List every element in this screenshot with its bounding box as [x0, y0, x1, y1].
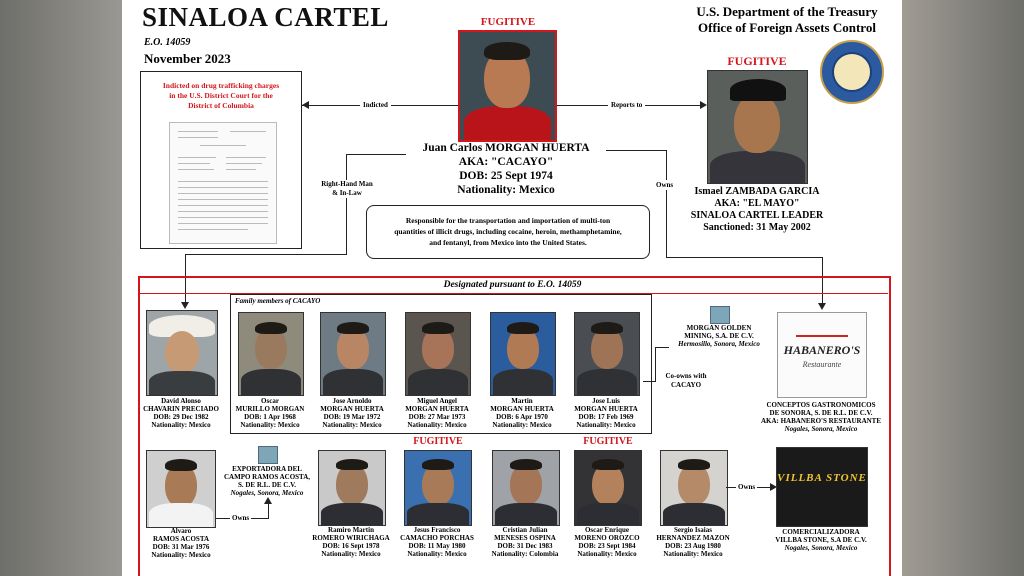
david-dob: DOB: 29 Dec 1982 — [153, 413, 209, 421]
family-member-nat: Nationality: Mexico — [240, 421, 300, 429]
designated-person-nat: Nationality: Mexico — [321, 550, 381, 558]
family-member-details — [561, 397, 651, 429]
david-first: David Alonso — [161, 397, 201, 405]
arrow-left-icon — [302, 101, 309, 109]
designated-person-dob: DOB: 23 Aug 1980 — [665, 542, 721, 550]
indictment-line3: District of Columbia — [188, 101, 254, 110]
designated-person-first: Sergio Isaias — [674, 526, 712, 534]
morgan-golden-details — [669, 324, 769, 348]
alvaro-last: RAMOS ACOSTA — [152, 535, 210, 543]
designated-person-last: HERNANDEZ MAZON — [656, 534, 730, 542]
right-hand-label — [312, 180, 382, 198]
agency-block — [682, 4, 892, 36]
fugitive-badge-main: FUGITIVE — [480, 16, 536, 28]
co-owns-line1: Co-owns with — [665, 372, 707, 380]
main-target-nationality: Nationality: Mexico — [457, 184, 555, 196]
fugitive-badge: FUGITIVE — [413, 436, 463, 447]
family-member-details — [392, 397, 482, 429]
treasury-seal-icon — [820, 40, 884, 104]
habaneros-logo — [777, 312, 867, 398]
david-last: CHAVARIN PRECIADO — [143, 405, 219, 413]
designated-person-nat: Nationality: Mexico — [407, 550, 467, 558]
designated-person-last: MENESES OSPINA — [494, 534, 556, 542]
designated-person-first: Jesus Francisco — [413, 526, 461, 534]
family-member-last: MORGAN HUERTA — [574, 405, 638, 413]
conceptos-line4: Nogales, Sonora, Mexico — [784, 425, 858, 433]
alvaro-photo — [146, 450, 216, 528]
family-member-dob: DOB: 19 Mar 1972 — [323, 413, 381, 421]
conceptos-details — [746, 401, 896, 433]
main-target-photo — [458, 30, 557, 142]
background-right — [902, 0, 1024, 576]
fugitive-badge-leader: FUGITIVE — [727, 54, 787, 68]
exportadora-line2: CAMPO RAMOS ACOSTA, — [223, 473, 310, 481]
alvaro-first: Alvaro — [170, 527, 192, 535]
designated-person-dob: DOB: 31 Dec 1983 — [497, 542, 553, 550]
arrow-up-icon — [264, 497, 272, 504]
seal-shield-icon — [832, 52, 872, 92]
designated-person-details — [306, 526, 396, 558]
co-owns-line2: CACAYO — [670, 381, 702, 389]
indictment-line1: Indicted on drug trafficking charges — [162, 81, 280, 90]
indictment-document-icon — [169, 122, 277, 244]
morgan-golden-line1: MORGAN GOLDEN — [686, 324, 752, 332]
designated-person-photo — [574, 450, 642, 526]
designated-person-details — [648, 526, 738, 558]
designated-title: Designated pursuant to E.O. 14059 — [443, 280, 582, 290]
agency-line1: U.S. Department of the Treasury — [696, 4, 878, 19]
right-hand-connector-h2 — [185, 254, 347, 255]
conceptos-line2: DE SONORA, S. DE R.L. DE C.V. — [769, 409, 873, 417]
designated-person-photo — [492, 450, 560, 526]
owns-connector-v1 — [666, 150, 667, 258]
owns-connector-h2 — [666, 257, 822, 258]
designated-person-last: MORENO OROZCO — [574, 534, 640, 542]
family-member-photo — [238, 312, 304, 396]
responsibility-box — [366, 205, 650, 259]
family-member-dob: DOB: 6 Apr 1970 — [496, 413, 548, 421]
designated-person-details — [392, 526, 482, 558]
publication-date: November 2023 — [144, 51, 231, 66]
background-left — [0, 0, 122, 576]
family-member-nat: Nationality: Mexico — [492, 421, 552, 429]
family-member-first: Oscar — [261, 397, 279, 405]
owns-label-top: Owns — [656, 181, 674, 189]
morgan-golden-line3: Hermosillo, Sonora, Mexico — [678, 340, 760, 348]
conceptos-line3: AKA: HABANERO'S RESTAURANTE — [760, 417, 882, 425]
villba-logo — [776, 447, 868, 527]
page-title: SINALOA CARTEL — [142, 2, 389, 32]
leader-name: Ismael ZAMBADA GARCIA — [694, 186, 820, 197]
villba-line3: Nogales, Sonora, Mexico — [784, 544, 858, 552]
main-target-name: Juan Carlos MORGAN HUERTA — [422, 142, 590, 154]
family-member-last: MORGAN HUERTA — [405, 405, 469, 413]
agency-line2: Office of Foreign Assets Control — [698, 20, 876, 35]
right-hand-label-line2: & In-Law — [332, 189, 362, 197]
leader-sanctioned: Sanctioned: 31 May 2002 — [703, 222, 811, 233]
chart-sheet — [122, 0, 902, 576]
exportadora-line4: Nogales, Sonora, Mexico — [230, 489, 304, 497]
designated-person-first: Cristian Julian — [502, 526, 548, 534]
exportadora-details — [222, 465, 312, 497]
designated-person-first: Ramiro Martin — [328, 526, 374, 534]
arrow-right-icon — [700, 101, 707, 109]
leader-aka: AKA: "EL MAYO" — [714, 198, 800, 209]
habaneros-logo-text: HABANERO'S — [783, 343, 861, 357]
designated-person-dob: DOB: 23 Sept 1984 — [578, 542, 636, 550]
designated-person-nat: Nationality: Mexico — [663, 550, 723, 558]
co-owns-label — [656, 372, 716, 390]
family-member-photo — [320, 312, 386, 396]
family-member-photo — [490, 312, 556, 396]
co-owns-connector-h1 — [643, 381, 655, 382]
leader-details — [672, 186, 842, 234]
indictment-text — [145, 81, 297, 111]
family-member-first: Jose Arnoldo — [332, 397, 372, 405]
family-member-dob: DOB: 27 Mar 1973 — [408, 413, 466, 421]
habaneros-logo-sub: Restaurante — [802, 360, 842, 369]
main-target-aka: AKA: "CACAYO" — [458, 156, 554, 168]
fugitive-badge: FUGITIVE — [583, 436, 633, 447]
main-target-details — [408, 141, 604, 197]
alvaro-dob: DOB: 31 Mar 1976 — [152, 543, 210, 551]
reports-to-label: Reports to — [608, 101, 645, 109]
family-member-first: Martin — [511, 397, 533, 405]
indictment-line2: in the U.S. District Court for the — [169, 91, 273, 100]
building-icon — [258, 446, 278, 464]
villba-line1: COMERCIALIZADORA — [782, 528, 860, 536]
responsibility-line3: and fentanyl, from Mexico into the United States. — [429, 238, 587, 247]
owns-connector-h1 — [606, 150, 666, 151]
family-member-last: MORGAN HUERTA — [490, 405, 554, 413]
villba-line2: VILLBA STONE, S.A DE C.V. — [775, 536, 867, 544]
main-target-dob: DOB: 25 Sept 1974 — [459, 170, 553, 182]
family-member-photo — [574, 312, 640, 396]
designated-person-details — [480, 526, 570, 558]
family-member-nat: Nationality: Mexico — [576, 421, 636, 429]
family-member-last: MORGAN HUERTA — [320, 405, 384, 413]
family-member-details — [307, 397, 397, 429]
villba-details — [756, 528, 886, 552]
family-member-dob: DOB: 17 Feb 1969 — [578, 413, 634, 421]
family-member-details — [477, 397, 567, 429]
family-title: Family members of CACAYO — [235, 297, 321, 305]
designated-person-dob: DOB: 11 May 1980 — [408, 542, 466, 550]
family-member-nat: Nationality: Mexico — [322, 421, 382, 429]
designated-person-last: CAMACHO PORCHAS — [400, 534, 474, 542]
designated-person-last: ROMERO WIRICHAGA — [312, 534, 390, 542]
family-member-first: Miguel Angel — [417, 397, 457, 405]
co-owns-connector-h2 — [655, 347, 669, 348]
leader-role: SINALOA CARTEL LEADER — [690, 210, 824, 221]
designated-person-details — [562, 526, 652, 558]
designated-person-first: Oscar Enrique — [584, 526, 629, 534]
responsibility-line1: Responsible for the transportation and importation of multi-ton — [405, 216, 611, 225]
designated-person-photo — [660, 450, 728, 526]
leader-photo — [707, 70, 808, 184]
responsibility-text — [371, 215, 645, 248]
designated-person-dob: DOB: 16 Sept 1978 — [322, 542, 380, 550]
responsibility-line2: quantities of illicit drugs, including cocaine, heroin, methamphetamine, — [394, 227, 622, 236]
right-hand-label-line1: Right-Hand Man — [321, 180, 373, 188]
alvaro-details — [136, 527, 226, 559]
designated-person-photo — [318, 450, 386, 526]
morgan-golden-line2: MINING, S.A. DE C.V. — [684, 332, 754, 340]
alvaro-owns-label: Owns — [232, 514, 250, 522]
designated-person-nat: Nationality: Colombia — [491, 550, 559, 558]
exportadora-line1: EXPORTADORA DEL — [232, 465, 302, 473]
david-nationality: Nationality: Mexico — [151, 421, 211, 429]
right-hand-connector-v1 — [346, 154, 347, 254]
family-member-last: MURILLO MORGAN — [235, 405, 305, 413]
family-member-nat: Nationality: Mexico — [407, 421, 467, 429]
executive-order: E.O. 14059 — [144, 37, 191, 48]
building-icon — [710, 306, 730, 324]
alvaro-nationality: Nationality: Mexico — [151, 551, 211, 559]
exportadora-line3: S. DE R.L. DE C.V. — [237, 481, 297, 489]
designated-person-nat: Nationality: Mexico — [577, 550, 637, 558]
david-details — [136, 397, 226, 429]
family-member-photo — [405, 312, 471, 396]
right-hand-connector-h — [346, 154, 406, 155]
designated-person-photo — [404, 450, 472, 526]
family-member-dob: DOB: 1 Apr 1968 — [244, 413, 296, 421]
sergio-owns-label: Owns — [738, 483, 756, 491]
david-photo — [146, 310, 218, 396]
conceptos-line1: CONCEPTOS GASTRONOMICOS — [766, 401, 876, 409]
family-member-first: Jose Luis — [592, 397, 620, 405]
indicted-label: Indicted — [360, 101, 391, 109]
villba-logo-text: VILLBA STONE — [777, 472, 867, 484]
family-member-details — [225, 397, 315, 429]
indictment-box — [140, 71, 302, 249]
